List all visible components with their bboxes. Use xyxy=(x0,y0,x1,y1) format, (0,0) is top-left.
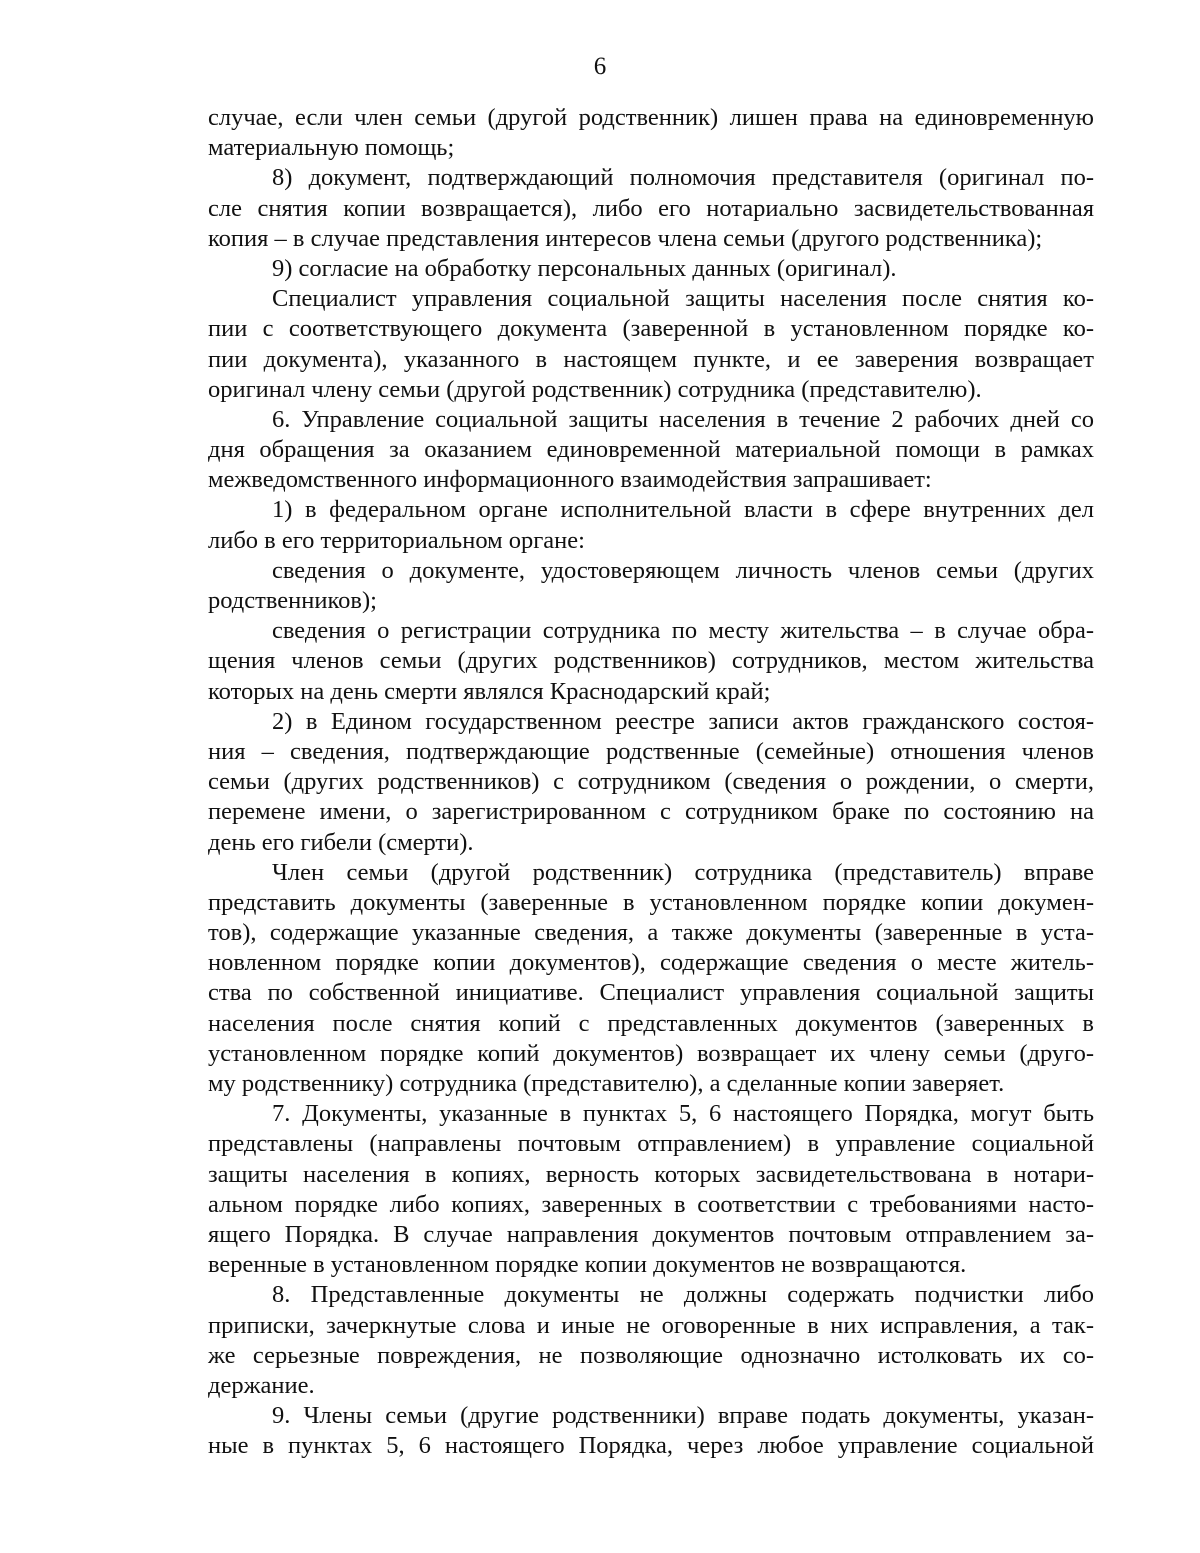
text-line: Специалист управления социальной защиты населения после снятия ко- xyxy=(272,285,1094,313)
text-line: веренные в установленном порядке копии документов не возвращаются. xyxy=(208,1251,967,1279)
document-body xyxy=(208,103,1094,1461)
text-line: 6. Управление социальной защиты населения в течение 2 рабочих дней со xyxy=(272,405,1094,433)
text-line: либо в его территориальном органе: xyxy=(208,526,585,554)
text-line: которых на день смерти являлся Краснодарский край; xyxy=(208,677,771,705)
text-line: 8) документ, подтверждающий полномочия представителя (оригинал по- xyxy=(272,164,1094,192)
text-line: держание. xyxy=(208,1371,315,1399)
text-line: пии с соответствующего документа (заверенной в установленном порядке ко- xyxy=(208,315,1094,343)
text-line: 7. Документы, указанные в пунктах 5, 6 настоящего Порядка, могут быть xyxy=(272,1100,1094,1128)
text-line: семьи (других родственников) с сотрудником (сведения о рождении, о смерти, xyxy=(208,768,1094,796)
text-line: щения членов семьи (других родственников) сотрудников, местом жительства xyxy=(208,647,1094,675)
text-line: ния – сведения, подтверждающие родственные (семейные) отношения членов xyxy=(208,737,1094,765)
text-line: тов), содержащие указанные сведения, а также документы (заверенные в уста- xyxy=(208,919,1094,947)
text-line: пии документа), указанного в настоящем пункте, и ее заверения возвращает xyxy=(208,345,1094,373)
text-line: установленном порядке копий документов) возвращает их члену семьи (друго- xyxy=(208,1039,1094,1067)
text-line: ящего Порядка. В случае направления документов почтовым отправлением за- xyxy=(208,1220,1094,1248)
text-line: материальную помощь; xyxy=(208,134,455,162)
text-line: представить документы (заверенные в установленном порядке копии докумен- xyxy=(208,888,1094,916)
text-line: сле снятия копии возвращается), либо его нотариально засвидетельствованная xyxy=(208,194,1094,222)
text-line: 2) в Едином государственном реестре записи актов гражданского состоя- xyxy=(272,707,1094,735)
text-line: же серьезные повреждения, не позволяющие однозначно истолковать их со- xyxy=(208,1341,1094,1369)
page-number: 6 xyxy=(593,53,607,80)
text-line: приписки, зачеркнутые слова и иные не оговоренные в них исправления, а так- xyxy=(208,1311,1094,1339)
text-line: 9) согласие на обработку персональных данных (оригинал). xyxy=(272,254,897,282)
text-line: представлены (направлены почтовым отправлением) в управление социальной xyxy=(208,1130,1094,1158)
text-line: день его гибели (смерти). xyxy=(208,828,474,856)
text-line: 1) в федеральном органе исполнительной власти в сфере внутренних дел xyxy=(272,496,1094,524)
text-line: Член семьи (другой родственник) сотрудника (представитель) вправе xyxy=(272,858,1094,886)
text-line: альном порядке либо копиях, заверенных в соответствии с требованиями насто- xyxy=(208,1190,1094,1218)
text-line: 9. Члены семьи (другие родственники) вправе подать документы, указан- xyxy=(272,1402,1094,1430)
text-line: сведения о документе, удостоверяющем личность членов семьи (других xyxy=(272,556,1094,584)
text-line: новленном порядке копии документов), содержащие сведения о месте житель- xyxy=(208,949,1094,977)
text-line: 8. Представленные документы не должны содержать подчистки либо xyxy=(272,1281,1094,1309)
text-line: копия – в случае представления интересов члена семьи (другого родственника); xyxy=(208,224,1043,252)
text-line: населения после снятия копий с представленных документов (заверенных в xyxy=(208,1009,1094,1037)
text-line: дня обращения за оказанием единовременной материальной помощи в рамках xyxy=(208,436,1094,464)
text-line: му родственнику) сотрудника (представителю), а сделанные копии заверяет. xyxy=(208,1070,1005,1097)
text-line: ства по собственной инициативе. Специалист управления социальной защиты xyxy=(208,979,1094,1007)
text-line: перемене имени, о зарегистрированном с сотрудником браке по состоянию на xyxy=(208,798,1094,826)
text-line: случае, если член семьи (другой родственник) лишен права на единовременную xyxy=(208,104,1094,131)
text-line: родственников); xyxy=(208,587,377,614)
text-line: межведомственного информационного взаимодействия запрашивает: xyxy=(208,466,932,494)
text-line: оригинал члену семьи (другой родственник) сотрудника (представителю). xyxy=(208,375,982,403)
text-line: защиты населения в копиях, верность которых засвидетельствована в нотари- xyxy=(208,1160,1094,1188)
text-line: сведения о регистрации сотрудника по месту жительства – в случае обра- xyxy=(272,617,1094,645)
text-line: ные в пунктах 5, 6 настоящего Порядка, через любое управление социальной xyxy=(208,1432,1094,1460)
